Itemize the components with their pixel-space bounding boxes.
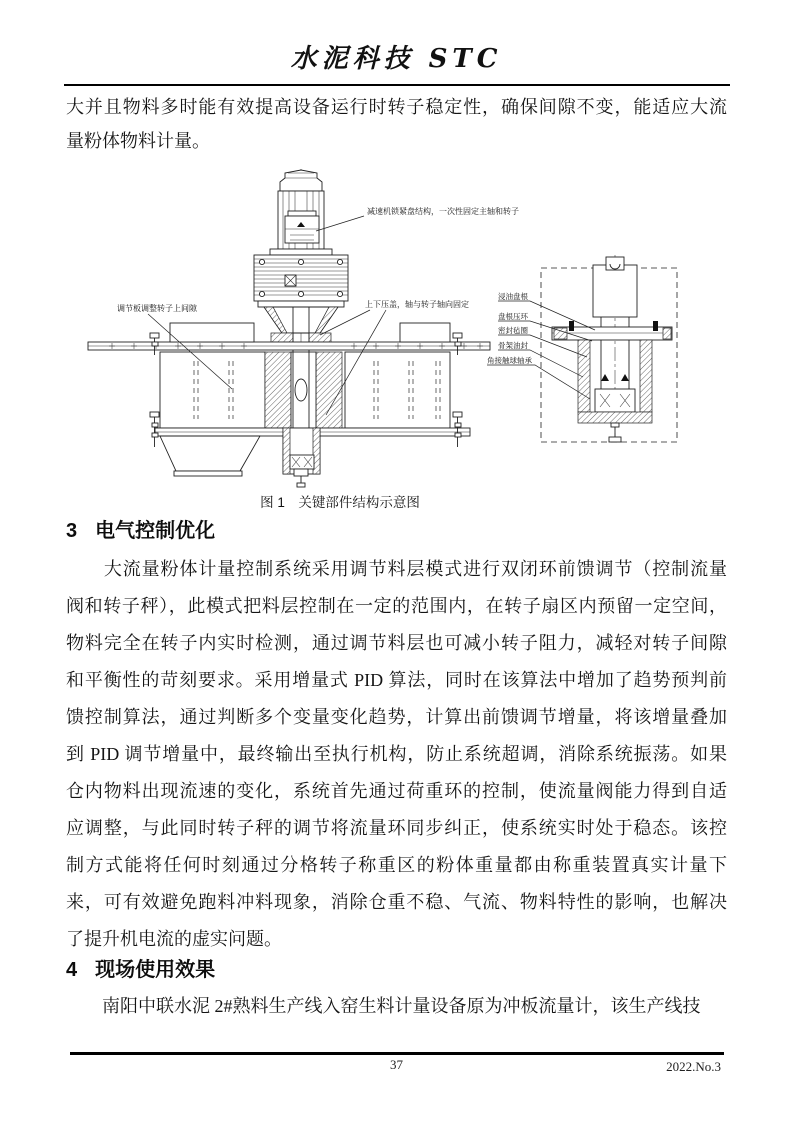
section-4-title: 现场使用效果: [95, 959, 216, 981]
figure-drawing: [64, 165, 740, 490]
text-line: 馈控制算法，通过判断多个变量变化趋势，计算出前馈调节增量，将该增量叠加: [66, 707, 727, 727]
page-number: 37: [390, 1057, 403, 1072]
text-line: 南阳中联水泥 2#熟料生产线入窑生料计量设备原为冲板流量计，该生产线技: [66, 996, 701, 1016]
gearbox: [254, 255, 348, 301]
section-4-paragraph: [66, 988, 727, 1025]
figure-1: [64, 165, 740, 490]
text-line: 仓内物料出现流速的变化，系统首先通过荷重环的控制，使流量阀能力得到自适: [66, 781, 727, 801]
section-3-number: 3: [66, 520, 78, 542]
label-press-cover: 上下压盖，轴与转子轴向固定: [365, 300, 469, 309]
text-line: 了提升机电流的虚实问题。: [66, 929, 282, 949]
text-line: 物料完全在转子内实时检测，通过调节料层也可减小转子阻力，减轻对转子间隙: [66, 633, 727, 653]
text-line: 应调整，与此同时转子秤的调节将流量环同步纠正，使系统实时处于稳态。该控: [66, 818, 727, 838]
footer-rule: [70, 1052, 724, 1055]
detail-view: [541, 255, 677, 442]
header-rule: [64, 84, 730, 86]
figure-caption: 图 1 关键部件结构示意图: [260, 495, 420, 510]
section-3-paragraph: [66, 551, 727, 958]
label-adjust-plate: 调节板调整转子上间隙: [117, 304, 197, 313]
text-line: 量粉体物料计量。: [66, 131, 210, 151]
text-line: 来，可有效避免跑料冲料现象，消除仓重不稳、气流、物料特性的影响，也解决: [66, 892, 727, 912]
bottom-assembly: [155, 428, 470, 487]
discharge-funnel: [160, 436, 260, 471]
label-oil-packing: 浸油盘根: [498, 292, 528, 301]
label-felt-seal: 密封毡圈: [498, 326, 528, 335]
text-line: 阀和转子秤），此模式把料层控制在一定的范围内，在转子扇区内预留一定空间，: [66, 596, 727, 616]
section-4-heading: [66, 953, 215, 982]
text-line: 制方式能将任何时刻通过分格转子称重区的粉体重量都由称重装置真实计量下: [66, 855, 727, 875]
intro-paragraph: [66, 90, 727, 158]
section-3-heading: [66, 514, 215, 543]
label-packing-ring: 盘根压环: [498, 312, 528, 321]
text-line: 到 PID 调节增量中，最终输出至执行机构，防止系统超调，消除系统振荡。如果: [66, 744, 727, 764]
journal-header-title: 水泥科技 STC: [290, 44, 503, 74]
section-4-number: 4: [66, 959, 78, 981]
label-ball-bearing: 角接触球轴承: [487, 356, 532, 365]
text-line: 大并且物料多时能有效提高设备运行时转子稳定性，确保间隙不变，能适应大流: [66, 97, 727, 117]
motor: [270, 170, 332, 255]
label-oil-seal: 骨架油封: [498, 341, 528, 350]
issue-label: 2022.No.3: [666, 1059, 721, 1074]
section-3-title: 电气控制优化: [95, 520, 216, 542]
text-line: 大流量粉体计量控制系统采用调节料层模式进行双闭环前馈调节（控制流量: [66, 559, 727, 579]
label-lock-disc: 减速机锁紧盘结构，一次性固定主轴和转子: [367, 207, 519, 216]
text-line: 和平衡性的苛刻要求。采用增量式 PID 算法，同时在该算法中增加了趋势预判前: [66, 670, 727, 690]
